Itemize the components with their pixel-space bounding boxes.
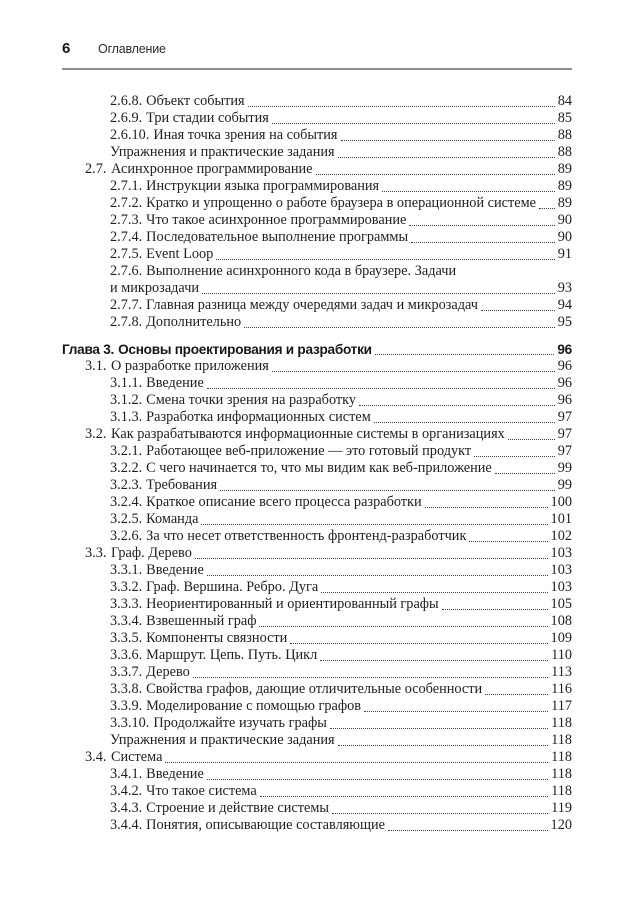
toc-entry	[62, 314, 572, 331]
toc-entry-title: Выполнение асинхронного кода в браузере. Задачи	[146, 263, 457, 279]
toc-entry-page: 90	[557, 229, 572, 245]
toc-entry-number: 2.7.	[85, 161, 107, 177]
dot-leader	[207, 575, 548, 576]
toc-entry-number: 2.7.5.	[110, 246, 143, 262]
toc-entry	[62, 392, 572, 409]
dot-leader	[425, 507, 548, 508]
dot-leader	[330, 728, 548, 729]
toc-entry-page: 118	[551, 749, 572, 765]
dot-leader	[216, 259, 554, 260]
toc-entry-number: 3.3.	[85, 545, 107, 561]
toc-entry	[62, 297, 572, 314]
toc-entry	[62, 280, 572, 297]
toc-entry-title: Введение	[146, 375, 204, 391]
toc-entry-page: 99	[557, 460, 572, 476]
toc-entry-title: Инструкции языка программирования	[146, 178, 380, 194]
toc-entry-title: Неориентированный и ориентированный графы	[146, 596, 439, 612]
toc-entry-number: 3.3.7.	[110, 664, 143, 680]
toc-entry	[62, 715, 572, 732]
toc-entry-number: 3.2.3.	[110, 477, 143, 493]
toc-entry-number: 2.6.8.	[110, 93, 143, 109]
toc-entry	[62, 212, 572, 229]
toc-entry-title: Понятия, описывающие составляющие	[146, 817, 385, 833]
toc-entry-number: 3.2.6.	[110, 528, 143, 544]
dot-leader	[409, 225, 554, 226]
dot-leader	[272, 371, 555, 372]
toc-entry-number: 3.3.6.	[110, 647, 143, 663]
toc-entry-title: Граф. Вершина. Ребро. Дуга	[146, 579, 319, 595]
toc-entry-number: 3.4.2.	[110, 783, 143, 799]
dot-leader	[374, 422, 555, 423]
toc-entry	[62, 195, 572, 212]
dot-leader	[338, 745, 548, 746]
toc-entry-title: Система	[111, 749, 163, 765]
toc-entry	[62, 749, 572, 766]
dot-leader	[495, 473, 555, 474]
toc-entry-page: 97	[557, 426, 572, 442]
toc-entry-number: Глава 3.	[62, 342, 115, 357]
toc-entry-title: Требования	[146, 477, 218, 493]
toc-entry	[62, 341, 572, 358]
toc-entry	[62, 698, 572, 715]
toc-entry-title: Главная разница между очередями задач и микрозадач	[146, 297, 478, 313]
dot-leader	[272, 123, 555, 124]
toc-entry-title: Взвешенный граф	[146, 613, 257, 629]
dot-leader	[193, 677, 548, 678]
toc-entry-page: 96	[557, 358, 572, 374]
toc-entry-page: 116	[551, 681, 572, 697]
toc-entry-title: О разработке приложения	[111, 358, 269, 374]
toc-entry-page: 118	[551, 766, 572, 782]
toc-entry-page: 84	[557, 93, 572, 109]
toc-entry-page: 85	[557, 110, 572, 126]
toc-entry-page: 118	[551, 715, 572, 731]
dot-leader	[338, 157, 555, 158]
toc-entry-number: 3.2.4.	[110, 494, 143, 510]
toc-entry-number: 3.3.1.	[110, 562, 143, 578]
toc-entry-number: 3.1.3.	[110, 409, 143, 425]
toc-entry-title: Последовательное выполнение программы	[146, 229, 409, 245]
toc-entry	[62, 409, 572, 426]
toc-entry-title: Кратко и упрощенно о работе браузера в операционной системе	[146, 195, 537, 211]
toc-entry-number: 3.2.1.	[110, 443, 143, 459]
toc-entry-page: 113	[551, 664, 572, 680]
toc-entry-title: Упражнения и практические задания	[110, 144, 335, 160]
toc-entry-number: 3.3.4.	[110, 613, 143, 629]
toc-entry-number: 3.2.	[85, 426, 107, 442]
toc-entry-page: 97	[557, 409, 572, 425]
toc-entry-number: 3.1.	[85, 358, 107, 374]
dot-leader	[260, 796, 548, 797]
toc-entry-number: 3.3.10.	[110, 715, 150, 731]
toc-entry	[62, 545, 572, 562]
toc-entry	[62, 375, 572, 392]
toc-entry-number: 2.7.4.	[110, 229, 143, 245]
toc-entry-page: 100	[550, 494, 572, 510]
dot-leader	[316, 174, 555, 175]
toc-entry-page: 91	[557, 246, 572, 262]
toc-entry-title: Строение и действие системы	[146, 800, 329, 816]
toc-entry-number: 3.1.1.	[110, 375, 143, 391]
dot-leader	[508, 439, 555, 440]
toc-entry-page: 89	[557, 161, 572, 177]
dot-leader	[411, 242, 555, 243]
dot-leader	[290, 643, 547, 644]
toc-entry	[62, 494, 572, 511]
toc-entry	[62, 817, 572, 834]
toc-entry-title: Введение	[146, 562, 204, 578]
toc-entry-page: 119	[551, 800, 572, 816]
toc-entry-number: 3.4.1.	[110, 766, 143, 782]
dot-leader	[539, 208, 555, 209]
toc-entry-title: Команда	[146, 511, 199, 527]
toc-entry	[62, 263, 572, 280]
toc-entry-page: 103	[550, 579, 572, 595]
toc-entry-title: Объект события	[146, 93, 245, 109]
toc-entry-page: 96	[557, 342, 572, 357]
dot-leader	[375, 354, 555, 355]
toc-entry-page: 96	[557, 392, 572, 408]
dot-leader	[320, 660, 548, 661]
page-number: 6	[62, 40, 71, 57]
toc-entry-number: 2.7.6.	[110, 263, 143, 279]
toc-list	[62, 93, 572, 834]
toc-entry-number: 3.3.8.	[110, 681, 143, 697]
toc-entry	[62, 477, 572, 494]
toc-entry-page: 103	[550, 562, 572, 578]
toc-entry	[62, 664, 572, 681]
toc-entry	[62, 681, 572, 698]
toc-entry	[62, 144, 572, 161]
toc-entry	[62, 732, 572, 749]
toc-entry-title: Смена точки зрения на разработку	[146, 392, 357, 408]
dot-leader	[388, 830, 548, 831]
toc-entry-title: Три стадии события	[146, 110, 269, 126]
toc-entry	[62, 426, 572, 443]
toc-entry-page: 97	[557, 443, 572, 459]
toc-entry-page: 94	[557, 297, 572, 313]
dot-leader	[382, 191, 555, 192]
toc-entry	[62, 246, 572, 263]
toc-entry-page: 105	[550, 596, 572, 612]
toc-entry-page: 88	[557, 144, 572, 160]
toc-entry	[62, 229, 572, 246]
toc-entry	[62, 178, 572, 195]
toc-entry-page: 96	[557, 375, 572, 391]
toc-entry-page: 108	[550, 613, 572, 629]
dot-leader	[207, 779, 548, 780]
dot-leader	[259, 626, 547, 627]
toc-entry-page: 88	[557, 127, 572, 143]
toc-entry-title: Асинхронное программирование	[111, 161, 313, 177]
toc-entry-title: Упражнения и практические задания	[110, 732, 335, 748]
dot-leader	[165, 762, 548, 763]
toc-entry-number: 3.2.2.	[110, 460, 143, 476]
toc-entry-title: Краткое описание всего процесса разработки	[146, 494, 422, 510]
toc-entry-page: 103	[550, 545, 572, 561]
toc-entry-title: Маршрут. Цепь. Путь. Цикл	[146, 647, 318, 663]
toc-entry-number: 2.7.3.	[110, 212, 143, 228]
toc-entry-page: 101	[550, 511, 572, 527]
toc-entry-number: 3.3.2.	[110, 579, 143, 595]
toc-entry-title: За что несет ответственность фронтенд-разработчик	[146, 528, 467, 544]
toc-entry-page: 120	[550, 817, 572, 833]
dot-leader	[474, 456, 555, 457]
dot-leader	[332, 813, 548, 814]
page-header	[62, 40, 572, 70]
dot-leader	[201, 524, 547, 525]
toc-entry-title: Работающее веб-приложение — это готовый продукт	[146, 443, 472, 459]
book-page	[62, 40, 572, 834]
toc-entry-number: 3.4.4.	[110, 817, 143, 833]
dot-leader	[442, 609, 548, 610]
toc-entry	[62, 110, 572, 127]
toc-entry	[62, 443, 572, 460]
toc-entry	[62, 127, 572, 144]
toc-entry-page: 90	[557, 212, 572, 228]
toc-entry	[62, 630, 572, 647]
toc-entry-title: Дерево	[146, 664, 190, 680]
toc-entry-number: 3.1.2.	[110, 392, 143, 408]
dot-leader	[485, 694, 548, 695]
toc-entry-number: 2.7.2.	[110, 195, 143, 211]
toc-entry-page: 110	[551, 647, 572, 663]
toc-entry	[62, 613, 572, 630]
dot-leader	[202, 293, 555, 294]
toc-entry-page: 117	[551, 698, 572, 714]
toc-entry	[62, 358, 572, 375]
dot-leader	[341, 140, 555, 141]
toc-entry	[62, 783, 572, 800]
toc-entry-number: 3.3.5.	[110, 630, 143, 646]
toc-entry	[62, 528, 572, 545]
toc-entry-title: Введение	[146, 766, 204, 782]
toc-entry-title: Граф. Дерево	[111, 545, 192, 561]
toc-entry	[62, 460, 572, 477]
toc-entry-title: Разработка информационных систем	[146, 409, 371, 425]
dot-leader	[248, 106, 555, 107]
toc-entry	[62, 93, 572, 110]
toc-entry-title: Что такое асинхронное программирование	[146, 212, 407, 228]
toc-entry	[62, 511, 572, 528]
toc-entry-title: Компоненты связности	[146, 630, 288, 646]
toc-entry-number: 2.7.7.	[110, 297, 143, 313]
toc-entry-number: 3.2.5.	[110, 511, 143, 527]
toc-entry-title: Что такое система	[146, 783, 257, 799]
toc-entry-title: и микрозадачи	[110, 280, 200, 296]
toc-entry	[62, 766, 572, 783]
toc-entry-title: Event Loop	[146, 246, 214, 262]
toc-entry-page: 95	[557, 314, 572, 330]
toc-entry-title: Свойства графов, дающие отличительные особенности	[146, 681, 483, 697]
toc-entry-title: Дополнительно	[146, 314, 242, 330]
dot-leader	[321, 592, 547, 593]
toc-entry-page: 109	[550, 630, 572, 646]
dot-leader	[481, 310, 555, 311]
toc-entry-page: 89	[557, 195, 572, 211]
toc-entry	[62, 596, 572, 613]
toc-entry-page: 93	[557, 280, 572, 296]
toc-entry-page: 118	[551, 783, 572, 799]
dot-leader	[207, 388, 555, 389]
toc-entry	[62, 161, 572, 178]
toc-entry-title: С чего начинается то, что мы видим как веб-приложение	[146, 460, 492, 476]
toc-entry-number: 2.7.8.	[110, 314, 143, 330]
toc-entry-number: 2.6.10.	[110, 127, 150, 143]
toc-entry-number: 2.7.1.	[110, 178, 143, 194]
toc-entry-title: Иная точка зрения на события	[153, 127, 338, 143]
toc-entry-number: 3.4.	[85, 749, 107, 765]
toc-entry-title: Продолжайте изучать графы	[153, 715, 327, 731]
toc-entry	[62, 579, 572, 596]
dot-leader	[244, 327, 555, 328]
toc-entry-page: 102	[550, 528, 572, 544]
toc-entry-title: Как разрабатываются информационные системы в организациях	[111, 426, 505, 442]
dot-leader	[469, 541, 547, 542]
dot-leader	[220, 490, 555, 491]
page-header-title: Оглавление	[98, 42, 166, 56]
toc-entry-page: 99	[557, 477, 572, 493]
toc-entry-title: Основы проектирования и разработки	[118, 342, 372, 357]
dot-leader	[195, 558, 548, 559]
toc-entry	[62, 562, 572, 579]
dot-leader	[359, 405, 555, 406]
dot-leader	[364, 711, 548, 712]
toc-entry-number: 3.3.9.	[110, 698, 143, 714]
toc-entry-title: Моделирование с помощью графов	[146, 698, 362, 714]
toc-entry-number: 2.6.9.	[110, 110, 143, 126]
toc-entry-number: 3.4.3.	[110, 800, 143, 816]
toc-entry	[62, 800, 572, 817]
toc-entry	[62, 647, 572, 664]
toc-entry-page: 89	[557, 178, 572, 194]
toc-entry-number: 3.3.3.	[110, 596, 143, 612]
toc-entry-page: 118	[551, 732, 572, 748]
